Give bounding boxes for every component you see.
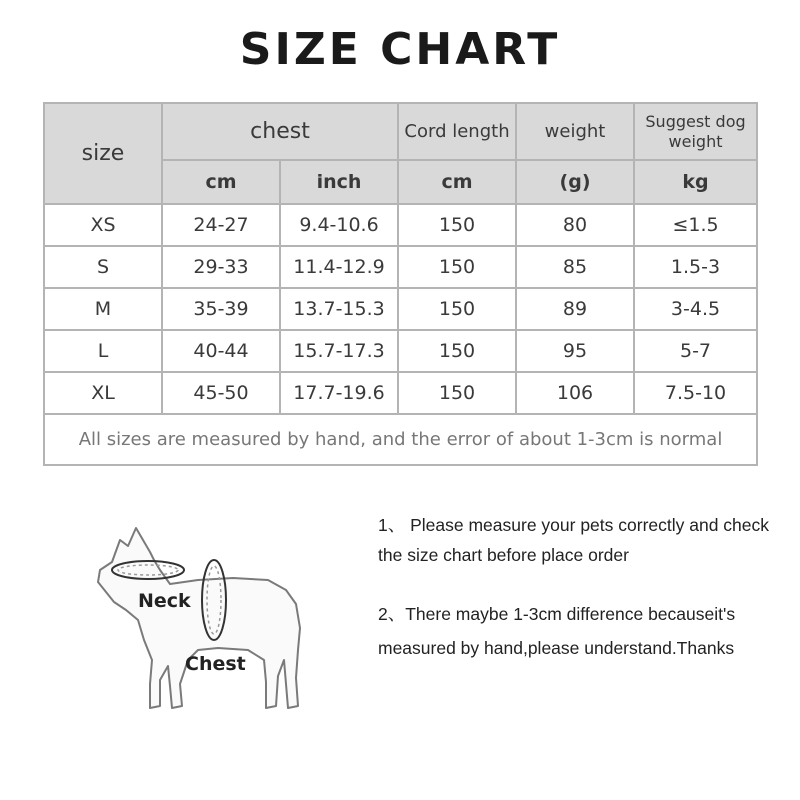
cell-dog-weight: 3-4.5 [634, 288, 757, 330]
table-row [44, 372, 757, 414]
cell-chest-inch: 11.4-12.9 [280, 246, 398, 288]
cell-weight: 106 [516, 372, 634, 414]
cell-weight: 85 [516, 246, 634, 288]
cell-size: XL [44, 372, 162, 414]
cell-chest-inch: 15.7-17.3 [280, 330, 398, 372]
table-row [44, 204, 757, 246]
measurement-note: All sizes are measured by hand, and the error of about 1-3cm is normal [44, 414, 757, 465]
dog-outline-icon [48, 500, 358, 725]
cell-chest-inch: 9.4-10.6 [280, 204, 398, 246]
unit-weight-g: (g) [516, 160, 634, 204]
cell-size: XS [44, 204, 162, 246]
header-chest: chest [162, 103, 398, 160]
header-size: size [44, 103, 162, 204]
table-row [44, 330, 757, 372]
cell-cord-length: 150 [398, 204, 516, 246]
cell-chest-cm: 35-39 [162, 288, 280, 330]
cell-chest-inch: 13.7-15.3 [280, 288, 398, 330]
dog-measurement-diagram [48, 500, 358, 725]
cell-weight: 95 [516, 330, 634, 372]
cell-size: S [44, 246, 162, 288]
unit-chest-inch: inch [280, 160, 398, 204]
cell-cord-length: 150 [398, 372, 516, 414]
header-weight: weight [516, 103, 634, 160]
unit-cord-cm: cm [398, 160, 516, 204]
unit-chest-cm: cm [162, 160, 280, 204]
cell-chest-cm: 45-50 [162, 372, 280, 414]
cell-weight: 89 [516, 288, 634, 330]
unit-dog-weight-kg: kg [634, 160, 757, 204]
cell-chest-cm: 24-27 [162, 204, 280, 246]
cell-dog-weight: 1.5-3 [634, 246, 757, 288]
cell-cord-length: 150 [398, 246, 516, 288]
cell-chest-inch: 17.7-19.6 [280, 372, 398, 414]
page-title: SIZE CHART [239, 24, 561, 75]
cell-dog-weight: 5-7 [634, 330, 757, 372]
header-cord-length: Cord length [398, 103, 516, 160]
cell-size: M [44, 288, 162, 330]
cell-chest-cm: 40-44 [162, 330, 280, 372]
cell-dog-weight: ≤1.5 [634, 204, 757, 246]
cell-size: L [44, 330, 162, 372]
cell-cord-length: 150 [398, 330, 516, 372]
size-chart-table [43, 102, 758, 466]
cell-chest-cm: 29-33 [162, 246, 280, 288]
cell-dog-weight: 7.5-10 [634, 372, 757, 414]
cell-cord-length: 150 [398, 288, 516, 330]
table-row [44, 288, 757, 330]
instructions [378, 510, 778, 665]
note-measurement-difference: 2、There maybe 1-3cm difference becauseit's measured by hand,please understand.Thanks [378, 604, 736, 658]
table-row [44, 246, 757, 288]
chest-label: Chest [185, 653, 246, 675]
note-measure-correctly: 1、 Please measure your pets correctly and check the size chart before place order [378, 515, 770, 565]
cell-weight: 80 [516, 204, 634, 246]
header-suggest-dog-weight: Suggest dog weight [634, 103, 757, 160]
neck-label: Neck [138, 590, 191, 612]
